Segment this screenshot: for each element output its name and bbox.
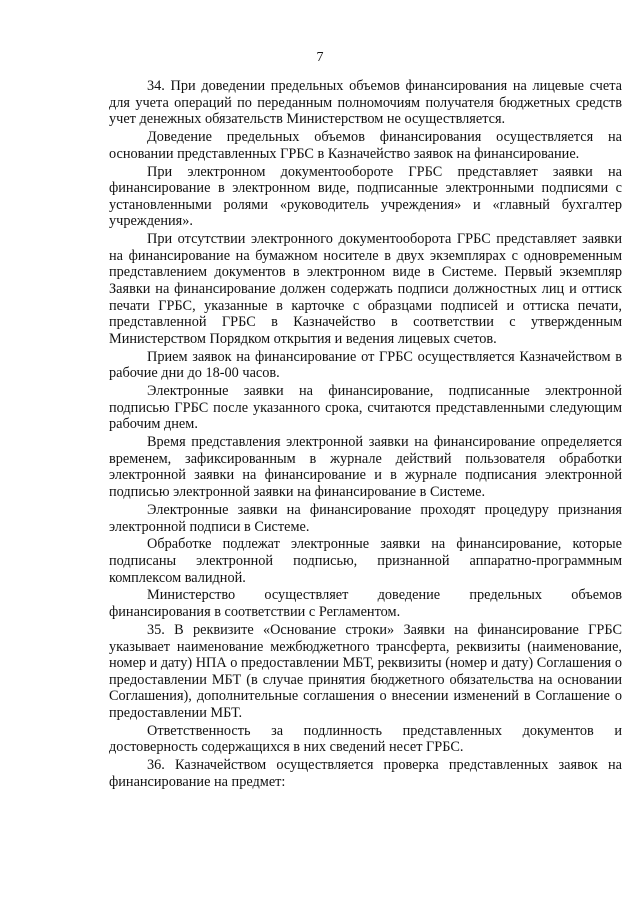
paragraph-late-requests: Электронные заявки на финансирование, подписанные электронной подписью ГРБС после указанного срока, считаются представленными следующим рабочим днем. <box>109 383 622 433</box>
document-body <box>109 78 622 792</box>
paragraph-valid-signatures: Обработке подлежат электронные заявки на финансирование, которые подписаны электронной подписью, признанной аппаратно-программным комплексом валидной. <box>109 536 622 586</box>
paragraph-responsibility: Ответственность за подлинность представленных документов и достоверность содержащихся в них сведений несет ГРБС. <box>109 722 622 756</box>
paragraph-signature-check: Электронные заявки на финансирование проходят процедуру признания электронной подписи в Системе. <box>109 501 622 535</box>
paragraph-paper-flow: При отсутствии электронного документооборота ГРБС представляет заявки на финансирование на бумажном носителе в двух экземплярах с одновременным представлением документов в электронном виде в Системе. Первый экземпляр Заявки на финансирование должен содержать подписи должностных лиц и оттиск печати ГРБС, указанные в карточке с образцами подписей и оттиска печати, представленной ГРБС в Казначейство в соответствии с утвержденным Министерством Порядком открытия и ведения лицевых счетов. <box>109 231 622 347</box>
paragraph-limits-delivery: Доведение предельных объемов финансирования осуществляется на основании представленных ГРБС в Казначейство заявок на финансирование. <box>109 129 622 162</box>
paragraph-submission-time: Время представления электронной заявки на финансирование определяется временем, зафиксированным в журнале действий пользователя обработки электронной заявки на финансирование и в журнале подписания электронной подписью электронной заявки на финансирование в Системе. <box>109 434 622 501</box>
paragraph-36: 36. Казначейством осуществляется проверка представленных заявок на финансирование на предмет: <box>109 757 622 790</box>
paragraph-ministry-delivery: Министерство осуществляет доведение предельных объемов финансирования в соответствии с Регламентом. <box>109 587 622 621</box>
page-number: 7 <box>316 50 324 65</box>
paragraph-electronic-flow: При электронном документообороте ГРБС представляет заявки на финансирование в электронном виде, подписанные электронными подписями с установленными ролями «руководитель учреждения» и «главный бухгалтер учреждения». <box>109 163 622 230</box>
paragraph-35: 35. В реквизите «Основание строки» Заявки на финансирование ГРБС указывает наименование межбюджетного трансферта, реквизиты (наименование, номер и дату) НПА о предоставлении МБТ, реквизиты (номер и дату) Соглашения о предоставлении МБТ (в случае принятия бюджетного обязательства на основании Соглашения), дополнительные соглашения о внесении изменений в Соглашение о предоставлении МБТ. <box>109 621 622 721</box>
paragraph-34: 34. При доведении предельных объемов финансирования на лицевые счета для учета операций по переданным полномочиям получателя бюджетных средств учет денежных обязательств Министерством не осуществляется. <box>109 78 622 128</box>
paragraph-acceptance-hours: Прием заявок на финансирование от ГРБС осуществляется Казначейством в рабочие дни до 18-00 часов. <box>109 348 622 382</box>
